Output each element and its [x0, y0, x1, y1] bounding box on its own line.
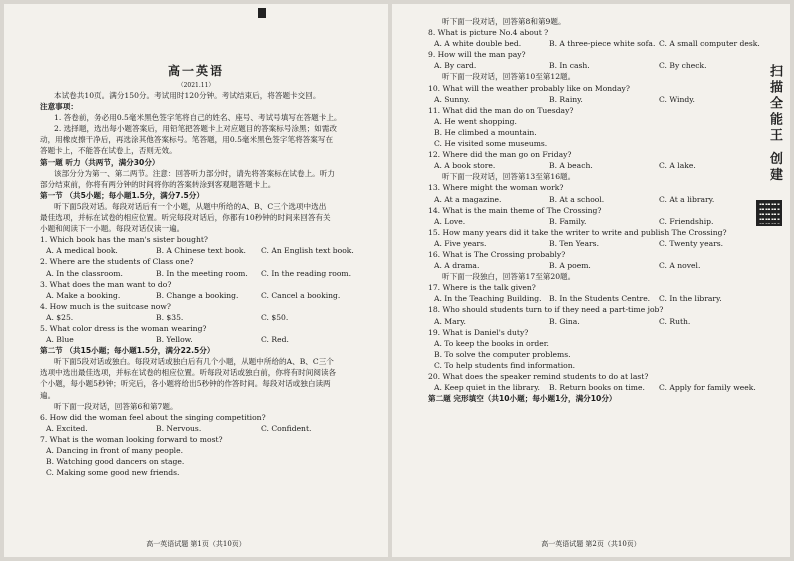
option-a: A. In the classroom.	[46, 268, 123, 278]
option-c: C. An English text book.	[261, 246, 354, 256]
exam-page-2	[392, 4, 790, 557]
question-text: 7. What is the woman looking forward to most?	[40, 434, 223, 444]
question-15	[428, 227, 750, 249]
question-3	[40, 279, 378, 301]
intro-line: 2. 选择题，选出每小题答案后，用铅笔把答题卡上对应题目的答案标号涂黑；如需改	[54, 124, 338, 134]
exam-date: （2021.11）	[177, 82, 215, 89]
option-a: A. In the Teaching Building.	[434, 294, 542, 304]
question-10	[428, 83, 750, 105]
question-text: 16. What is The Crossing probably?	[428, 249, 566, 259]
option-b: B. Gina.	[549, 316, 580, 326]
question-17	[428, 282, 750, 304]
part1-desc: 部分结束前，你将有两分钟的时间将你的答案转涂到客观题答题卡上。	[40, 179, 276, 189]
section2-desc: 个小题，每小题5秒钟；听完后，各小题将给出5秒钟的作答时间。每段对话或独白读两	[40, 379, 331, 389]
page1-content	[40, 90, 378, 478]
option-c: C. In the library.	[659, 294, 722, 304]
question-18	[428, 304, 750, 326]
option-c: C. To help students find information.	[434, 360, 576, 370]
exam-title: 高一英语	[167, 64, 224, 78]
option-b: B. Family.	[549, 216, 587, 226]
page2-content	[428, 16, 760, 404]
option-b: B. In the Students Centre.	[549, 294, 651, 304]
page-footer: 高一英语试题 第1页（共10页）	[146, 540, 246, 548]
option-c: C. Confident.	[261, 423, 312, 433]
option-c: C. A small computer desk.	[659, 39, 760, 49]
question-13	[428, 182, 750, 204]
option-a: A. A drama.	[434, 261, 480, 271]
question-text: 19. What is Daniel's duty?	[428, 327, 529, 337]
section1-desc: 小题和阅读下一小题。每段对话仅读一遍。	[40, 224, 185, 234]
option-c: C. Apply for family week.	[659, 383, 756, 393]
option-b: B. A Chinese text book.	[156, 246, 246, 256]
option-b: B. In the meeting room.	[156, 268, 248, 278]
question-text: 18. Who should students turn to if they need a part-time job?	[428, 305, 664, 315]
option-a: A. Mary.	[434, 316, 466, 326]
part1-heading: 第一题 听力（共两节，满分30分）	[40, 157, 160, 167]
section2-desc: 遍。	[40, 390, 56, 400]
option-a: A. A white double bed.	[434, 39, 522, 49]
option-c: C. Friendship.	[659, 216, 714, 226]
option-b: B. At a school.	[549, 194, 605, 204]
option-a: A. By card.	[434, 61, 477, 71]
option-a: A. A medical book.	[46, 246, 118, 256]
scanner-watermark: 扫描全能王 创建	[767, 64, 782, 184]
option-b: B. Watching good dancers on stage.	[46, 457, 185, 467]
intro-line: 本试卷共10页。满分150分。考试用时120分钟。考试结束后，将答题卡交回。	[54, 91, 321, 100]
dialog-intro: 听下面一段对话，回答第10至第12题。	[442, 72, 576, 82]
option-c: C. In the reading room.	[261, 268, 352, 278]
dialog-intro: 听下面一段对话，回答第6和第7题。	[54, 401, 178, 411]
question-text: 17. Where is the talk given?	[428, 283, 536, 293]
option-b: B. In cash.	[549, 61, 590, 71]
option-c: C. By check.	[659, 61, 707, 71]
section2-desc: 听下面5段对话或独白。每段对话或独白后有几个小题，从题中所给的A、B、C三个	[54, 357, 334, 367]
option-b: B. A poem.	[549, 261, 591, 271]
option-c: C. Twenty years.	[659, 238, 724, 248]
section1-desc: 最佳选项，并标在试卷的相应位置。听完每段对话后，你都有10秒钟的时间来回答有关	[40, 213, 331, 223]
question-11	[428, 105, 750, 149]
option-b: B. Change a booking.	[156, 290, 239, 300]
option-b: B. Yellow.	[156, 335, 193, 345]
question-text: 9. How will the man pay?	[428, 50, 526, 60]
section1-heading: 第一节 （共5小题；每小题1.5分，满分7.5分）	[40, 190, 204, 200]
section1-desc: 听下面5段对话。每段对话后有一个小题，从题中所给的A、B、C三个选项中选出	[54, 201, 327, 211]
question-14	[428, 205, 750, 227]
question-6	[40, 412, 378, 434]
question-text: 10. What will the weather probably like on Monday?	[428, 83, 630, 93]
option-b: B. Return books on time.	[549, 383, 645, 393]
part1-desc: 该部分分为第一、第二两节。注意：回答听力部分时，请先将答案标在试卷上。听力	[54, 168, 335, 178]
qr-code-icon	[756, 200, 782, 226]
option-c: C. A lake.	[659, 161, 696, 171]
option-b: B. A three-piece white sofa.	[549, 39, 656, 49]
option-c: C. $50.	[261, 312, 289, 322]
question-2	[40, 256, 378, 278]
option-a: A. Five years.	[434, 238, 487, 248]
exam-page-1	[4, 4, 388, 557]
question-text: 6. How did the woman feel about the singing competition?	[40, 412, 266, 422]
question-text: 11. What did the man do on Tuesday?	[428, 105, 574, 115]
option-a: A. Dancing in front of many people.	[46, 446, 184, 455]
question-text: 3. What does the man want to do?	[40, 279, 172, 289]
dialog-intro: 听下面一段对话，回答第8和第9题。	[442, 17, 566, 26]
option-b: B. He climbed a mountain.	[434, 127, 537, 137]
option-c: C. Ruth.	[659, 316, 691, 326]
option-a: A. He went shopping.	[434, 116, 517, 126]
option-c: C. Red.	[261, 335, 289, 345]
question-text: 1. Which book has the man's sister bought?	[40, 235, 208, 245]
option-a: A. A book store.	[434, 161, 496, 171]
section2-desc: 选项中选出最佳选项，并标在试卷的相应位置。听每段对话或独白前，你将有时间阅读各	[40, 368, 337, 378]
question-12	[428, 149, 750, 171]
page-footer: 高一英语试题 第2页（共10页）	[541, 540, 641, 548]
intro-line: 答题卡上，不能答在试卷上，否则无效。	[40, 146, 177, 156]
part2-heading: 第二题 完形填空（共10小题；每小题1分，满分10分）	[428, 394, 617, 404]
binding-mark	[258, 8, 266, 18]
question-text: 12. Where did the man go on Friday?	[428, 150, 572, 160]
option-c: C. Cancel a booking.	[261, 290, 341, 300]
question-20	[428, 371, 756, 393]
option-a: A. At a magazine.	[434, 194, 502, 204]
question-text: 5. What color dress is the woman wearing?	[40, 323, 207, 333]
option-b: B. Nervous.	[156, 423, 202, 433]
intro-line: 动，用橡皮擦干净后，再选涂其他答案标号。笔答题，用0.5毫米黑色签字笔将答案写在	[40, 135, 334, 145]
question-4	[40, 301, 378, 323]
option-a: A. Blue	[46, 335, 74, 345]
option-b: B. A beach.	[549, 161, 593, 171]
intro-line: 注意事项：	[40, 102, 78, 112]
option-a: A. Make a booking.	[46, 290, 121, 300]
option-a: A. To keep the books in order.	[434, 338, 549, 348]
option-a: A. Sunny.	[434, 94, 470, 104]
question-text: 20. What does the speaker remind students to do at last?	[428, 372, 649, 381]
option-a: A. Excited.	[46, 423, 88, 433]
question-text: 4. How much is the suitcase now?	[40, 301, 171, 311]
option-b: B. $35.	[156, 312, 184, 322]
option-a: A. Love.	[434, 216, 466, 226]
question-19	[428, 327, 750, 371]
option-a: A. $25.	[46, 312, 74, 322]
question-8	[428, 27, 760, 49]
question-text: 15. How many years did it take the writer to write and publish The Crossing?	[428, 227, 727, 237]
question-1	[40, 234, 378, 256]
option-c: C. He visited some museums.	[434, 139, 548, 149]
question-16	[428, 249, 750, 271]
option-c: C. At a library.	[659, 194, 715, 204]
option-c: C. Windy.	[659, 94, 695, 104]
option-a: A. Keep quiet in the library.	[434, 383, 540, 393]
question-text: 13. Where might the woman work?	[428, 183, 564, 193]
question-7	[40, 434, 378, 478]
option-b: B. To solve the computer problems.	[434, 349, 571, 359]
intro-line: 1. 答卷前，务必用0.5毫米黑色签字笔将自己的姓名、座号、考试号填写在答题卡上。	[54, 113, 342, 123]
section2-heading: 第二节 （共15小题；每小题1.5分，满分22.5分）	[40, 346, 215, 356]
question-9	[428, 49, 750, 71]
question-text: 14. What is the main theme of The Crossing?	[428, 205, 602, 215]
dialog-intro: 听下面一段独白，回答第17至第20题。	[442, 272, 576, 282]
option-c: C. A novel.	[659, 261, 701, 271]
option-b: B. Rainy.	[549, 94, 583, 104]
dialog-intro: 听下面一段对话，回答第13至第16题。	[442, 172, 576, 182]
question-5	[40, 323, 378, 345]
option-c: C. Making some good new friends.	[46, 468, 180, 478]
question-text: 2. Where are the students of Class one?	[40, 257, 194, 267]
question-text: 8. What is picture No.4 about ?	[428, 28, 549, 38]
option-b: B. Ten Years.	[549, 238, 599, 248]
